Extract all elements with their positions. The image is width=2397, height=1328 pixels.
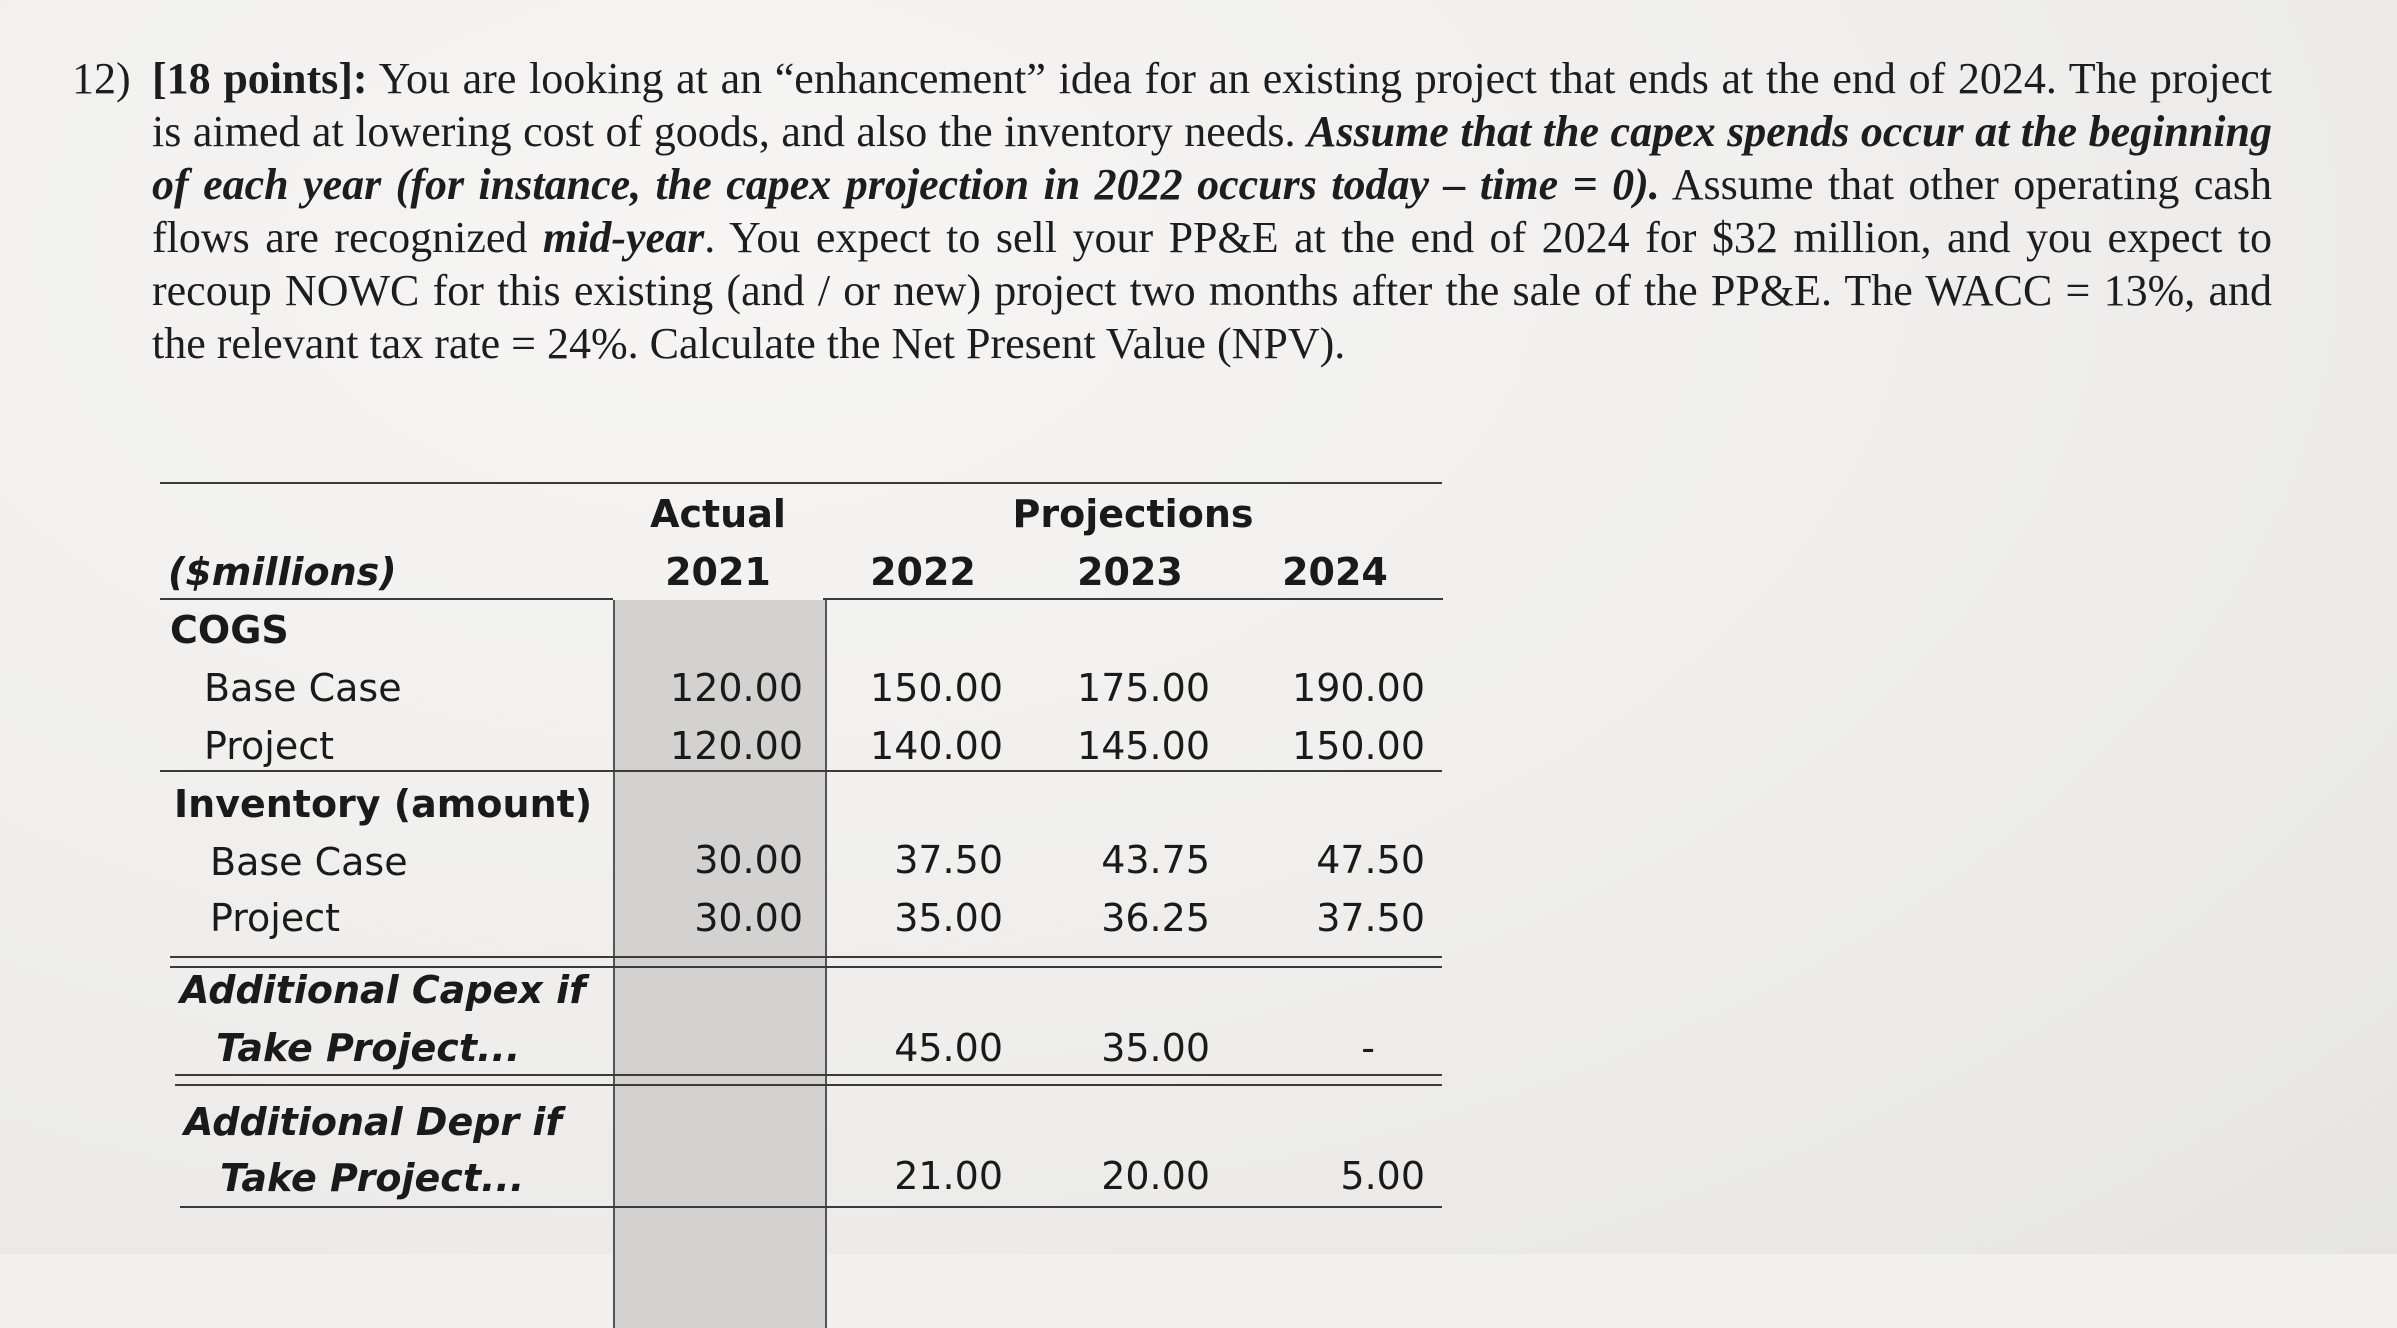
year-2021: 2021 bbox=[665, 550, 771, 594]
inventory-double-rule bbox=[170, 956, 1442, 968]
year-2023: 2023 bbox=[1077, 550, 1183, 594]
actual-header: Actual bbox=[650, 492, 786, 536]
question-points: [18 points]: bbox=[152, 54, 368, 103]
unit-label: ($millions) bbox=[168, 550, 397, 594]
capex-2023: 35.00 bbox=[1101, 1026, 1210, 1070]
depr-title-line2: Take Project... bbox=[220, 1156, 525, 1200]
depr-2024: 5.00 bbox=[1340, 1154, 1425, 1198]
cogs-project-2024: 150.00 bbox=[1292, 724, 1425, 768]
cogs-base-label: Base Case bbox=[204, 666, 402, 710]
question-text-3: . You expect to sell your PP&E at the end of 2024 for $32 million, and you expect to recoup NOWC for this existing (and / or new) project two months after the sale of the PP&E. The WACC = 13%, and the relevant tax rate = 24%. Calculate the Net Present Value (NPV). bbox=[152, 213, 2272, 368]
cogs-bottom-rule bbox=[160, 770, 1442, 772]
capex-title-line2: Take Project... bbox=[216, 1026, 521, 1070]
question-capex-assumption: Assume that the capex spends occur at the beginning of each year (for instance, the capex projection in 2022 occurs today – time = 0). bbox=[152, 107, 2272, 209]
capex-2022: 45.00 bbox=[894, 1026, 1003, 1070]
capex-2024: - bbox=[1361, 1026, 1375, 1070]
question-text-1: You are looking at an “enhancement” idea for an existing project that ends at the end of 2024. The project is aimed at lowering cost of goods, and also the inventory needs. bbox=[152, 54, 2273, 156]
cogs-project-2021: 120.00 bbox=[670, 724, 803, 768]
cogs-base-2021: 120.00 bbox=[670, 666, 803, 710]
inventory-project-label: Project bbox=[210, 896, 341, 940]
table-top-rule bbox=[160, 482, 1442, 484]
cogs-title: COGS bbox=[170, 608, 289, 652]
cogs-base-2022: 150.00 bbox=[870, 666, 1003, 710]
inventory-title: Inventory (amount) bbox=[174, 782, 593, 826]
inventory-project-2022: 35.00 bbox=[894, 896, 1003, 940]
capex-double-rule bbox=[175, 1074, 1442, 1086]
depr-2023: 20.00 bbox=[1101, 1154, 1210, 1198]
inventory-project-2021: 30.00 bbox=[694, 896, 803, 940]
projections-header-rule bbox=[823, 598, 1443, 600]
projections-header: Projections bbox=[1012, 492, 1254, 536]
inventory-base-label: Base Case bbox=[210, 840, 408, 884]
question-mid-year: mid-year bbox=[542, 213, 705, 262]
depr-2022: 21.00 bbox=[894, 1154, 1003, 1198]
inventory-project-2023: 36.25 bbox=[1101, 896, 1210, 940]
inventory-base-2022: 37.50 bbox=[894, 838, 1003, 882]
inventory-project-2024: 37.50 bbox=[1316, 896, 1425, 940]
capex-title-line1: Additional Capex if bbox=[180, 968, 586, 1012]
question-number: 12) bbox=[72, 54, 131, 103]
year-2024: 2024 bbox=[1282, 550, 1388, 594]
inventory-base-2024: 47.50 bbox=[1316, 838, 1425, 882]
inventory-base-2021: 30.00 bbox=[694, 838, 803, 882]
year-2022: 2022 bbox=[870, 550, 976, 594]
cogs-base-2024: 190.00 bbox=[1292, 666, 1425, 710]
question-body bbox=[152, 52, 2272, 370]
cogs-base-2023: 175.00 bbox=[1077, 666, 1210, 710]
question-text-2: Assume that other operating cash flows are recognized bbox=[152, 160, 2273, 262]
header-bottom-rule-left bbox=[160, 598, 613, 600]
cogs-project-2023: 145.00 bbox=[1077, 724, 1210, 768]
cogs-project-label: Project bbox=[204, 724, 335, 768]
question-12 bbox=[72, 52, 2272, 370]
depr-title-line1: Additional Depr if bbox=[184, 1100, 562, 1144]
cogs-project-2022: 140.00 bbox=[870, 724, 1003, 768]
table-bottom-rule bbox=[180, 1206, 1442, 1208]
inventory-base-2023: 43.75 bbox=[1101, 838, 1210, 882]
